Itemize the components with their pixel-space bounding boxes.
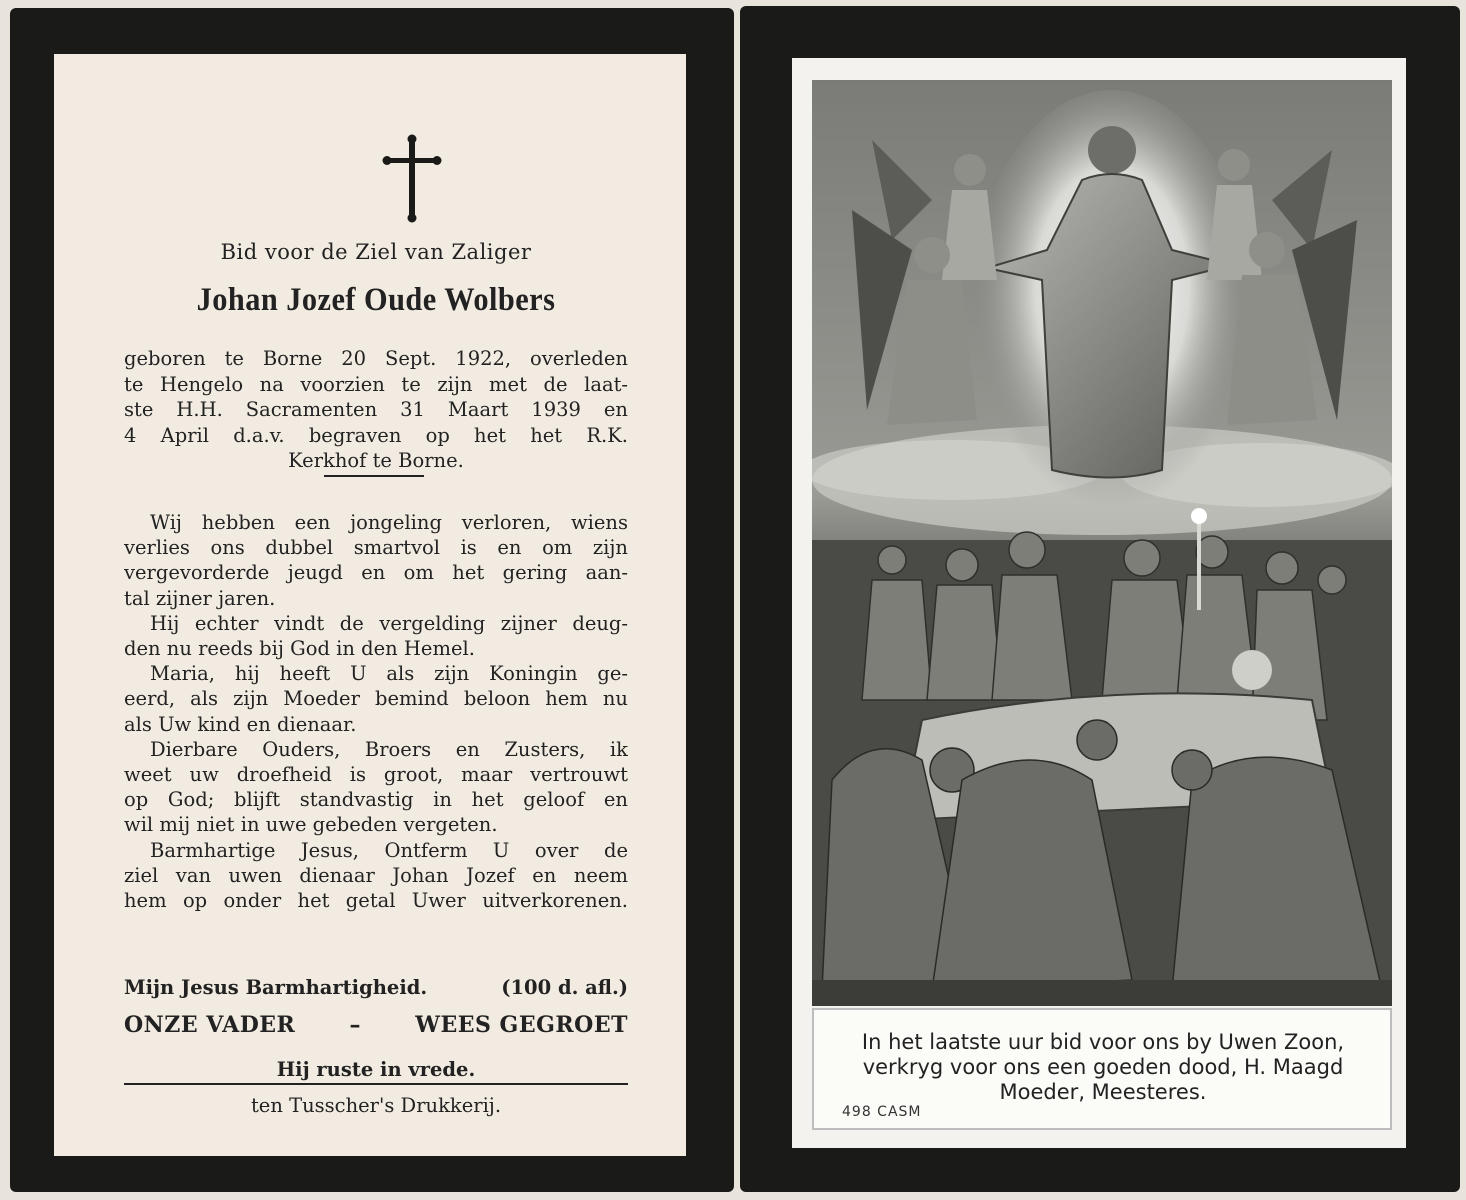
divider — [324, 475, 424, 477]
bio-line: Kerkhof te Borne. — [288, 449, 464, 472]
message-line: verlies ons dubbel smartvol is en om zijn — [124, 536, 628, 560]
message-line: Dierbare Ouders, Broers en Zusters, ik — [150, 737, 628, 761]
divider — [124, 1083, 628, 1085]
bio-line: te Hengelo na voorzien te zijn met de laat- — [124, 372, 628, 396]
memorial-text-panel — [54, 54, 686, 1156]
indulgence-value: (100 d. afl.) — [501, 976, 628, 999]
printer-credit: ten Tusscher's Drukkerij. — [250, 1094, 502, 1117]
bio-line: 4 April d.a.v. begraven op het het R.K. — [124, 423, 628, 447]
message-line: ziel van uwen dienaar Johan Jozef en neem — [124, 863, 628, 887]
message-line: als Uw kind en dienaar. — [124, 712, 357, 736]
message-line: tal zijner jaren. — [124, 586, 276, 610]
cross-icon — [382, 134, 442, 224]
message-line: wil mij niet in uwe gebeden vergeten. — [124, 813, 498, 837]
indulgence-prayer-text: Mijn Jesus Barmhartigheid. — [124, 976, 428, 999]
message-line: op God; blijft standvastig in het geloof en — [124, 788, 628, 812]
biography — [124, 346, 628, 474]
message-line: Maria, hij heeft U als zijn Koningin ge- — [150, 662, 628, 686]
indulgence-prayer — [124, 976, 628, 999]
pray-title: Bid voor de Ziel van Zaliger — [220, 240, 532, 264]
memorial-card-left — [10, 8, 734, 1192]
memorial-message — [124, 510, 628, 913]
memorial-card-right — [740, 6, 1460, 1192]
message-line: Barmhartige Jesus, Ontferm U over de — [150, 838, 628, 862]
caption-box — [812, 1008, 1392, 1130]
message-line: vergevorderde jeugd en om het gering aan- — [124, 561, 628, 585]
message-line: weet uw droefheid is groot, maar vertrouwt — [124, 763, 628, 787]
rest-in-peace: Hij ruste in vrede. — [276, 1058, 476, 1081]
bio-line: ste H.H. Sacramenten 31 Maart 1939 en — [124, 398, 628, 421]
hail-mary: WEES GEGROET — [415, 1012, 628, 1038]
caption-line: Moeder, Meesteres. — [999, 1080, 1207, 1104]
christ-with-angels-over-deathbed-engraving — [812, 80, 1392, 1006]
prayers-row — [124, 1012, 628, 1038]
caption — [820, 1030, 1386, 1105]
devotional-picture-panel — [792, 58, 1406, 1148]
prayer-dash: – — [349, 1012, 362, 1038]
our-father: ONZE VADER — [124, 1012, 296, 1038]
message-line: Wij hebben een jongeling verloren, wiens — [150, 511, 628, 534]
publisher-code: 498 CASM — [842, 1104, 922, 1120]
deceased-name: Johan Jozef Oude Wolbers — [196, 282, 556, 318]
message-line: eerd, als zijn Moeder bemind beloon hem nu — [124, 687, 628, 711]
message-line: Hij echter vindt de vergelding zijner deug- — [150, 611, 628, 635]
caption-line: In het laatste uur bid voor ons by Uwen Zoon, — [861, 1030, 1345, 1054]
caption-line: verkryg voor ons een goeden dood, H. Maagd — [862, 1055, 1344, 1079]
bio-line: geboren te Borne 20 Sept. 1922, overleden — [124, 347, 628, 370]
message-line: den nu reeds bij God in den Hemel. — [124, 637, 475, 661]
message-line: hem op onder het getal Uwer uitverkorenen. — [124, 889, 628, 913]
